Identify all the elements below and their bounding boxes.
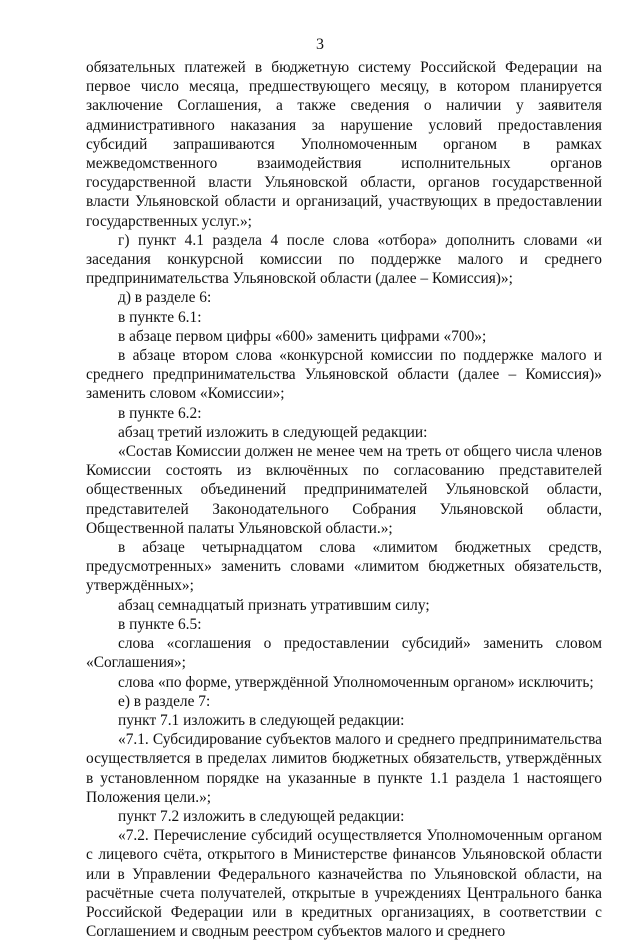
paragraph-6-1-second: в абзаце втором слова «конкурсной комиссии по поддержке малого и среднего предпринимательства Ульяновской области (далее – Комиссия)» заменить словом «Комиссии»; — [86, 347, 602, 403]
paragraph-point-6-1: в пункте 6.1: — [118, 308, 202, 326]
page-number: 3 — [316, 36, 324, 53]
paragraph-6-2-fourteenth: в абзаце четырнадцатом слова «лимитом бюджетных средств, предусмотренных» заменить словами «лимитом бюджетных обязательств, утверждённых»; — [86, 539, 602, 595]
paragraph-point-7-2: пункт 7.2 изложить в следующей редакции: — [118, 807, 405, 825]
paragraph-7-2-text: «7.2. Перечисление субсидий осуществляется Уполномоченным органом с лицевого счёта, открытого в Министерстве финансов Ульяновской области или в Управлении Федерального казначейства по Ульяновской области, на расчётные счета получателей, открытые в учреждениях Центрального банка Российской Федерации или в кредитных организациях, в соответствии с Соглашением и сводным реестром субъектов малого и среднего — [86, 827, 602, 941]
paragraph-7-1-text: «7.1. Субсидирование субъектов малого и среднего предпринимательства осуществляется в пределах лимитов бюджетных обязательств, утверждённых в установленном порядке на указанные в пункте 1.1 раздела 1 настоящего Положения цели.»; — [86, 731, 602, 806]
paragraph-item-g: г) пункт 4.1 раздела 4 после слова «отбора» дополнить словами «и заседания конкурсной комиссии по поддержке малого и среднего предпринимательства Ульяновской области (далее – Комиссия)»; — [86, 231, 602, 288]
paragraph-continuation: обязательных платежей в бюджетную систему Российской Федерации на первое число месяца, предшествующего месяцу, в котором планируется заключение Соглашения, а также сведения о наличии у заявителя административного наказания за нарушение условий предоставления субсидий запрашиваются Уполномоченным органом в рамках межведомственного взаимодействия исполнительных органов государственной власти Ульяновской области, органов государственной власти Ульяновской области и организаций, участвующих в предоставлении государственных услуг.»; — [86, 59, 602, 230]
paragraph-point-7-1: пункт 7.1 изложить в следующей редакции: — [118, 711, 405, 729]
paragraph-6-1-first: в абзаце первом цифры «600» заменить цифрами «700»; — [118, 327, 487, 345]
paragraph-commission-composition: «Состав Комиссии должен не менее чем на треть от общего числа членов Комиссии состоять из включённых по согласованию представителей общественных объединений предпринимателей Ульяновской области, представителей Законодательного Собрания Ульяновской области, Общественной палаты Ульяновской области.»; — [86, 443, 602, 537]
paragraph-item-e: е) в разделе 7: — [118, 692, 211, 710]
paragraph-point-6-2: в пункте 6.2: — [118, 404, 202, 422]
paragraph-point-6-5: в пункте 6.5: — [118, 615, 202, 633]
paragraph-item-d: д) в разделе 6: — [118, 289, 212, 307]
document-body — [86, 58, 602, 941]
paragraph-6-2-seventeenth: абзац семнадцатый признать утратившим силу; — [118, 596, 430, 614]
paragraph-6-2-third: абзац третий изложить в следующей редакции: — [118, 423, 428, 441]
paragraph-6-5-words-1: слова «соглашения о предоставлении субсидий» заменить словом «Соглашения»; — [86, 635, 602, 672]
paragraph-6-5-words-2: слова «по форме, утверждённой Уполномоченным органом» исключить; — [118, 673, 594, 691]
